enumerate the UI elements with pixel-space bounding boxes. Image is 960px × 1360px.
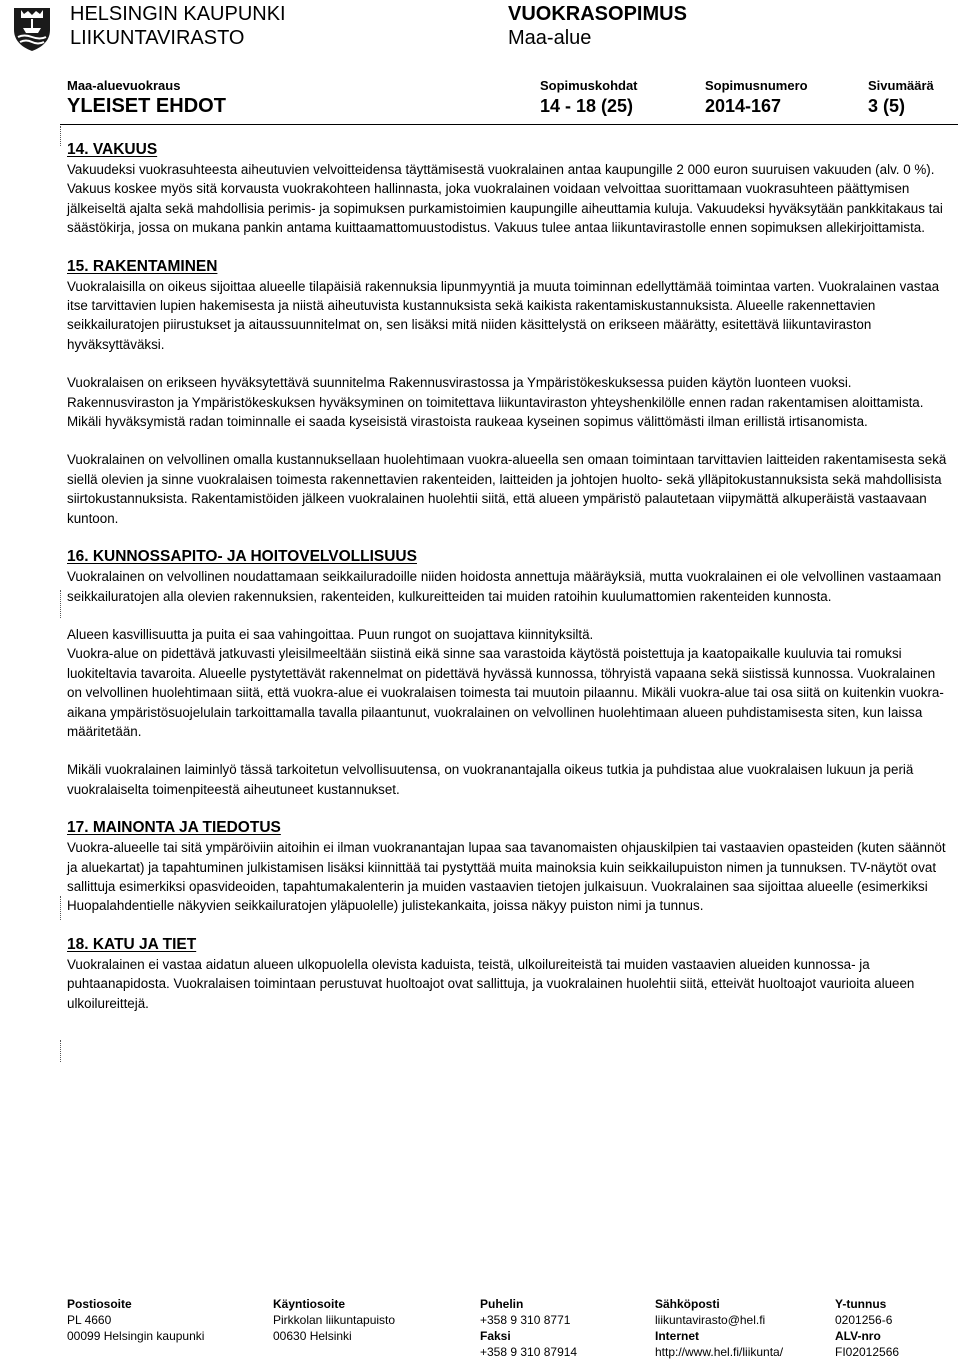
- footer-label: Faksi: [480, 1329, 511, 1343]
- footer-value: FI02012566: [835, 1345, 900, 1359]
- footer-label: Käyntiosoite: [273, 1297, 346, 1311]
- footer-label: Puhelin: [480, 1297, 524, 1311]
- org-city: HELSINGIN KAUPUNKI: [70, 3, 286, 25]
- document-body: [67, 140, 947, 1013]
- section-paragraph: Vuokralainen on velvollinen noudattamaan seikkailuradoille niiden hoidosta annettuja määräyksiä, mutta vuokralainen ei ole velvollinen vastaamaan seikkailuratojen alla olevien rakennuksien, rakenteiden, kulkureitteiden tai muiden ratoihin kuulumattomien rakenteiden kunnosta.: [67, 569, 942, 604]
- meta-label: Sopimusnumero: [705, 78, 808, 93]
- margin-line: [60, 590, 61, 618]
- section-paragraph: Vuokra-alue on pidettävä jatkuvasti yleisilmeeltään siistinä eikä sinne saa varastoida käytöstä poistettuja ja kaatopaikalle kuuluvia tai romuksi luokiteltavia tavaroita. Alueelle pystytettävät rakennelmat on pidettävä hyvässä kunnossa, töhryistä vapaana sekä siistissä kunnossa. Vuokralainen on velvollinen huolehtimaan siitä, että vuokra-alue ei vuokralaisen toimesta tai muutoin pilaannu. Mikäli vuokra-alue tai osa siitä on kuitenkin vuokra-aikana ympäristösuojelulain tarkoittamalla tavalla pilaantunut, vuokralainen on velvollinen huolehtimaan alueen puhdistamisesta siten, kun laissa määritetään.: [67, 646, 944, 739]
- footer-business-id: [835, 1296, 899, 1360]
- document-subtitle: Maa-alue: [508, 27, 592, 49]
- section-heading-katu-ja-tiet: 18. KATU JA TIET: [67, 935, 197, 953]
- footer-value: 00630 Helsinki: [273, 1329, 352, 1343]
- section-paragraph: Vuokra-alueelle tai sitä ympäröiviin aitoihin ei ilman vuokranantajan lupaa saa tavanomaisten ohjauskilpien tai vastaavien opasteiden (kuten säännöt ja aluekartat) ja tapahtuminen julkistamisen lisäksi kiinnittää tai pystyttää muita mainoksia kuin seikkailupuiston nimen ja tunnuksen. TV-näytöt ovat sallittuja esimerkiksi opasvideoiden, tapahtumakalenterin ja muiden vastaavien tietojen julkaisuun. Vuokralainen saa sijoittaa alueelle (esimerkiksi Huopalahdentielle näkyvien seikkailuratojen yläpuolelle) julistekankaita, joissa näkyy puiston nimi ja tunnus.: [67, 840, 946, 914]
- document-title-block: [508, 2, 687, 50]
- section-heading-vakuus: 14. VAKUUS: [67, 141, 158, 158]
- meta-page-count: [868, 78, 934, 118]
- meta-contract-type: [67, 78, 226, 118]
- footer-value: PL 4660: [67, 1313, 112, 1327]
- footer-value: 0201256-6: [835, 1313, 893, 1327]
- footer-phone: [480, 1296, 577, 1360]
- section-paragraph: Vuokralaisen on erikseen hyväksytettävä suunnitelma Rakennusvirastossa ja Ympäristökeskuksessa puiden käytön luonteen vuoksi. Rakennusviraston ja Ympäristökeskuksen hyväksyminen on toimitettava liikuntaviraston yhteyshenkilölle ennen radan rakentamisen aloittamista. Mikäli hyväksymistä radan toiminnalle ei saada kyseisistä virastoista raukeaa kyseinen sopimus välittömästi ilman erillistä irtisanomista.: [67, 375, 924, 430]
- section-paragraph: Vakuudeksi vuokrasuhteesta aiheutuvien velvoitteidensa täyttämisestä vuokralainen antaa kaupungille 2 000 euron suuruisen vakuuden (alv. 0 %). Vakuus koskee myös sitä korvausta vuokrakohteen hallinnasta, joka vuokralainen voidaan velvoittaa suorittamaan vuokrasuhteen päättymisen jälkeiseltä ajalta sekä mahdollisia perimis- ja sopimuksen purkamistoimien kaupungille aiheuttamia kuluja. Vakuudeksi hyväksytään pankkitakaus tai säästökirja, jossa on mukana pankin antama kuittaamattomuustodistus. Vakuus tulee antaa liikuntavirastolle ennen sopimuksen allekirjoittamista.: [67, 162, 943, 236]
- footer-value: +358 9 310 87914: [480, 1345, 578, 1359]
- meta-label: Sopimuskohdat: [540, 78, 638, 93]
- org-department: LIIKUNTAVIRASTO: [70, 27, 245, 49]
- section-heading-mainonta: 17. MAINONTA JA TIEDOTUS: [67, 819, 281, 837]
- footer-postal-address: [67, 1296, 204, 1344]
- meta-label: Maa-aluevuokraus: [67, 78, 181, 93]
- footer-visiting-address: [273, 1296, 395, 1344]
- margin-line: [60, 126, 61, 146]
- margin-line: [60, 1040, 61, 1062]
- meta-sections: [540, 78, 638, 118]
- footer-label: ALV-nro: [835, 1329, 881, 1343]
- organization-name: [70, 2, 286, 50]
- header-divider: [60, 124, 958, 125]
- section-heading-rakentaminen: 15. RAKENTAMINEN: [67, 257, 218, 275]
- section-paragraph: Alueen kasvillisuutta ja puita ei saa vahingoittaa. Puun rungot on suojattava kiinnityksiltä.: [67, 626, 594, 642]
- helsinki-crest-logo: [12, 6, 52, 52]
- section-paragraph: Mikäli vuokralainen laiminlyö tässä tarkoitetun velvollisuutensa, on vuokranantajalla oikeus tutkia ja puhdistaa alue vuokralaisen lukuun ja periä vuokralaiselta toimenpiteestä aiheutuneet kustannukset.: [67, 762, 914, 797]
- document-title: VUOKRASOPIMUS: [508, 3, 687, 25]
- footer-label: Y-tunnus: [835, 1297, 887, 1311]
- meta-value: YLEISET EHDOT: [67, 95, 226, 117]
- section-heading-kunnossapito: 16. KUNNOSSAPITO- JA HOITOVELVOLLISUUS: [67, 548, 417, 566]
- meta-contract-number: [705, 78, 808, 118]
- footer-value: +358 9 310 8771: [480, 1313, 571, 1327]
- meta-value: 14 - 18 (25): [540, 96, 634, 116]
- footer-label: Internet: [655, 1329, 700, 1343]
- meta-label: Sivumäärä: [868, 78, 934, 93]
- footer-label: Postiosoite: [67, 1297, 132, 1311]
- footer-email-link[interactable]: liikuntavirasto@hel.fi: [655, 1313, 766, 1327]
- section-paragraph: Vuokralainen ei vastaa aidatun alueen ulkopuolella olevista kaduista, teistä, ulkoilureiteistä tai muiden vastaavien alueiden kunnossa- ja puhtaanapidosta. Vuokralaisen toimintaan perustuvat huoltoajot ovat sallittuja, ja vuokralainen huolehtii siitä, etteivät huoltoajot vaurioita alueen ulkoilureittejä.: [67, 956, 915, 1011]
- meta-value: 2014-167: [705, 96, 782, 116]
- footer-value: Pirkkolan liikuntapuisto: [273, 1313, 396, 1327]
- footer-email: [655, 1296, 783, 1360]
- section-paragraph: Vuokralainen on velvollinen omalla kustannuksellaan huolehtimaan vuokra-alueella sen omaan toimintaan tarvittavien laitteiden rakentamisesta sekä siellä olevien ja sinne vuokralaisen toimesta rakennettavien rakenteiden, laitteiden ja johtojen huolto- sekä ylläpitokustannuksista sekä mahdollisista siirtokustannuksista. Rakentamistöiden jälkeen vuokralainen huolehtii siitä, että alueen ympäristö palautetaan viipymättä alkuperäistä vastaavaan kuntoon.: [67, 452, 947, 526]
- footer-website-link[interactable]: http://www.hel.fi/liikunta/: [655, 1345, 784, 1359]
- section-paragraph: Vuokralaisilla on oikeus sijoittaa alueelle tilapäisiä rakennuksia lipunmyyntiä ja muuta toiminnan edellyttämää toimintaa varten. Vuokralainen vastaa itse tarvittavien lupien hakemisesta ja niistä aiheutuvista kustannuksista sekä kaikista rakentamiskustannuksista. Alueelle rakennettavien seikkailuratojen piirustukset ja aitaussuunnitelmat on, sen lisäksi mitä niiden käsittelystä on erikseen määrätty, esitettävä liikuntaviraston hyväksyttäväksi.: [67, 278, 940, 352]
- footer-value: 00099 Helsingin kaupunki: [67, 1329, 205, 1343]
- footer-label: Sähköposti: [655, 1297, 720, 1311]
- margin-line: [60, 896, 61, 920]
- meta-value: 3 (5): [868, 96, 906, 116]
